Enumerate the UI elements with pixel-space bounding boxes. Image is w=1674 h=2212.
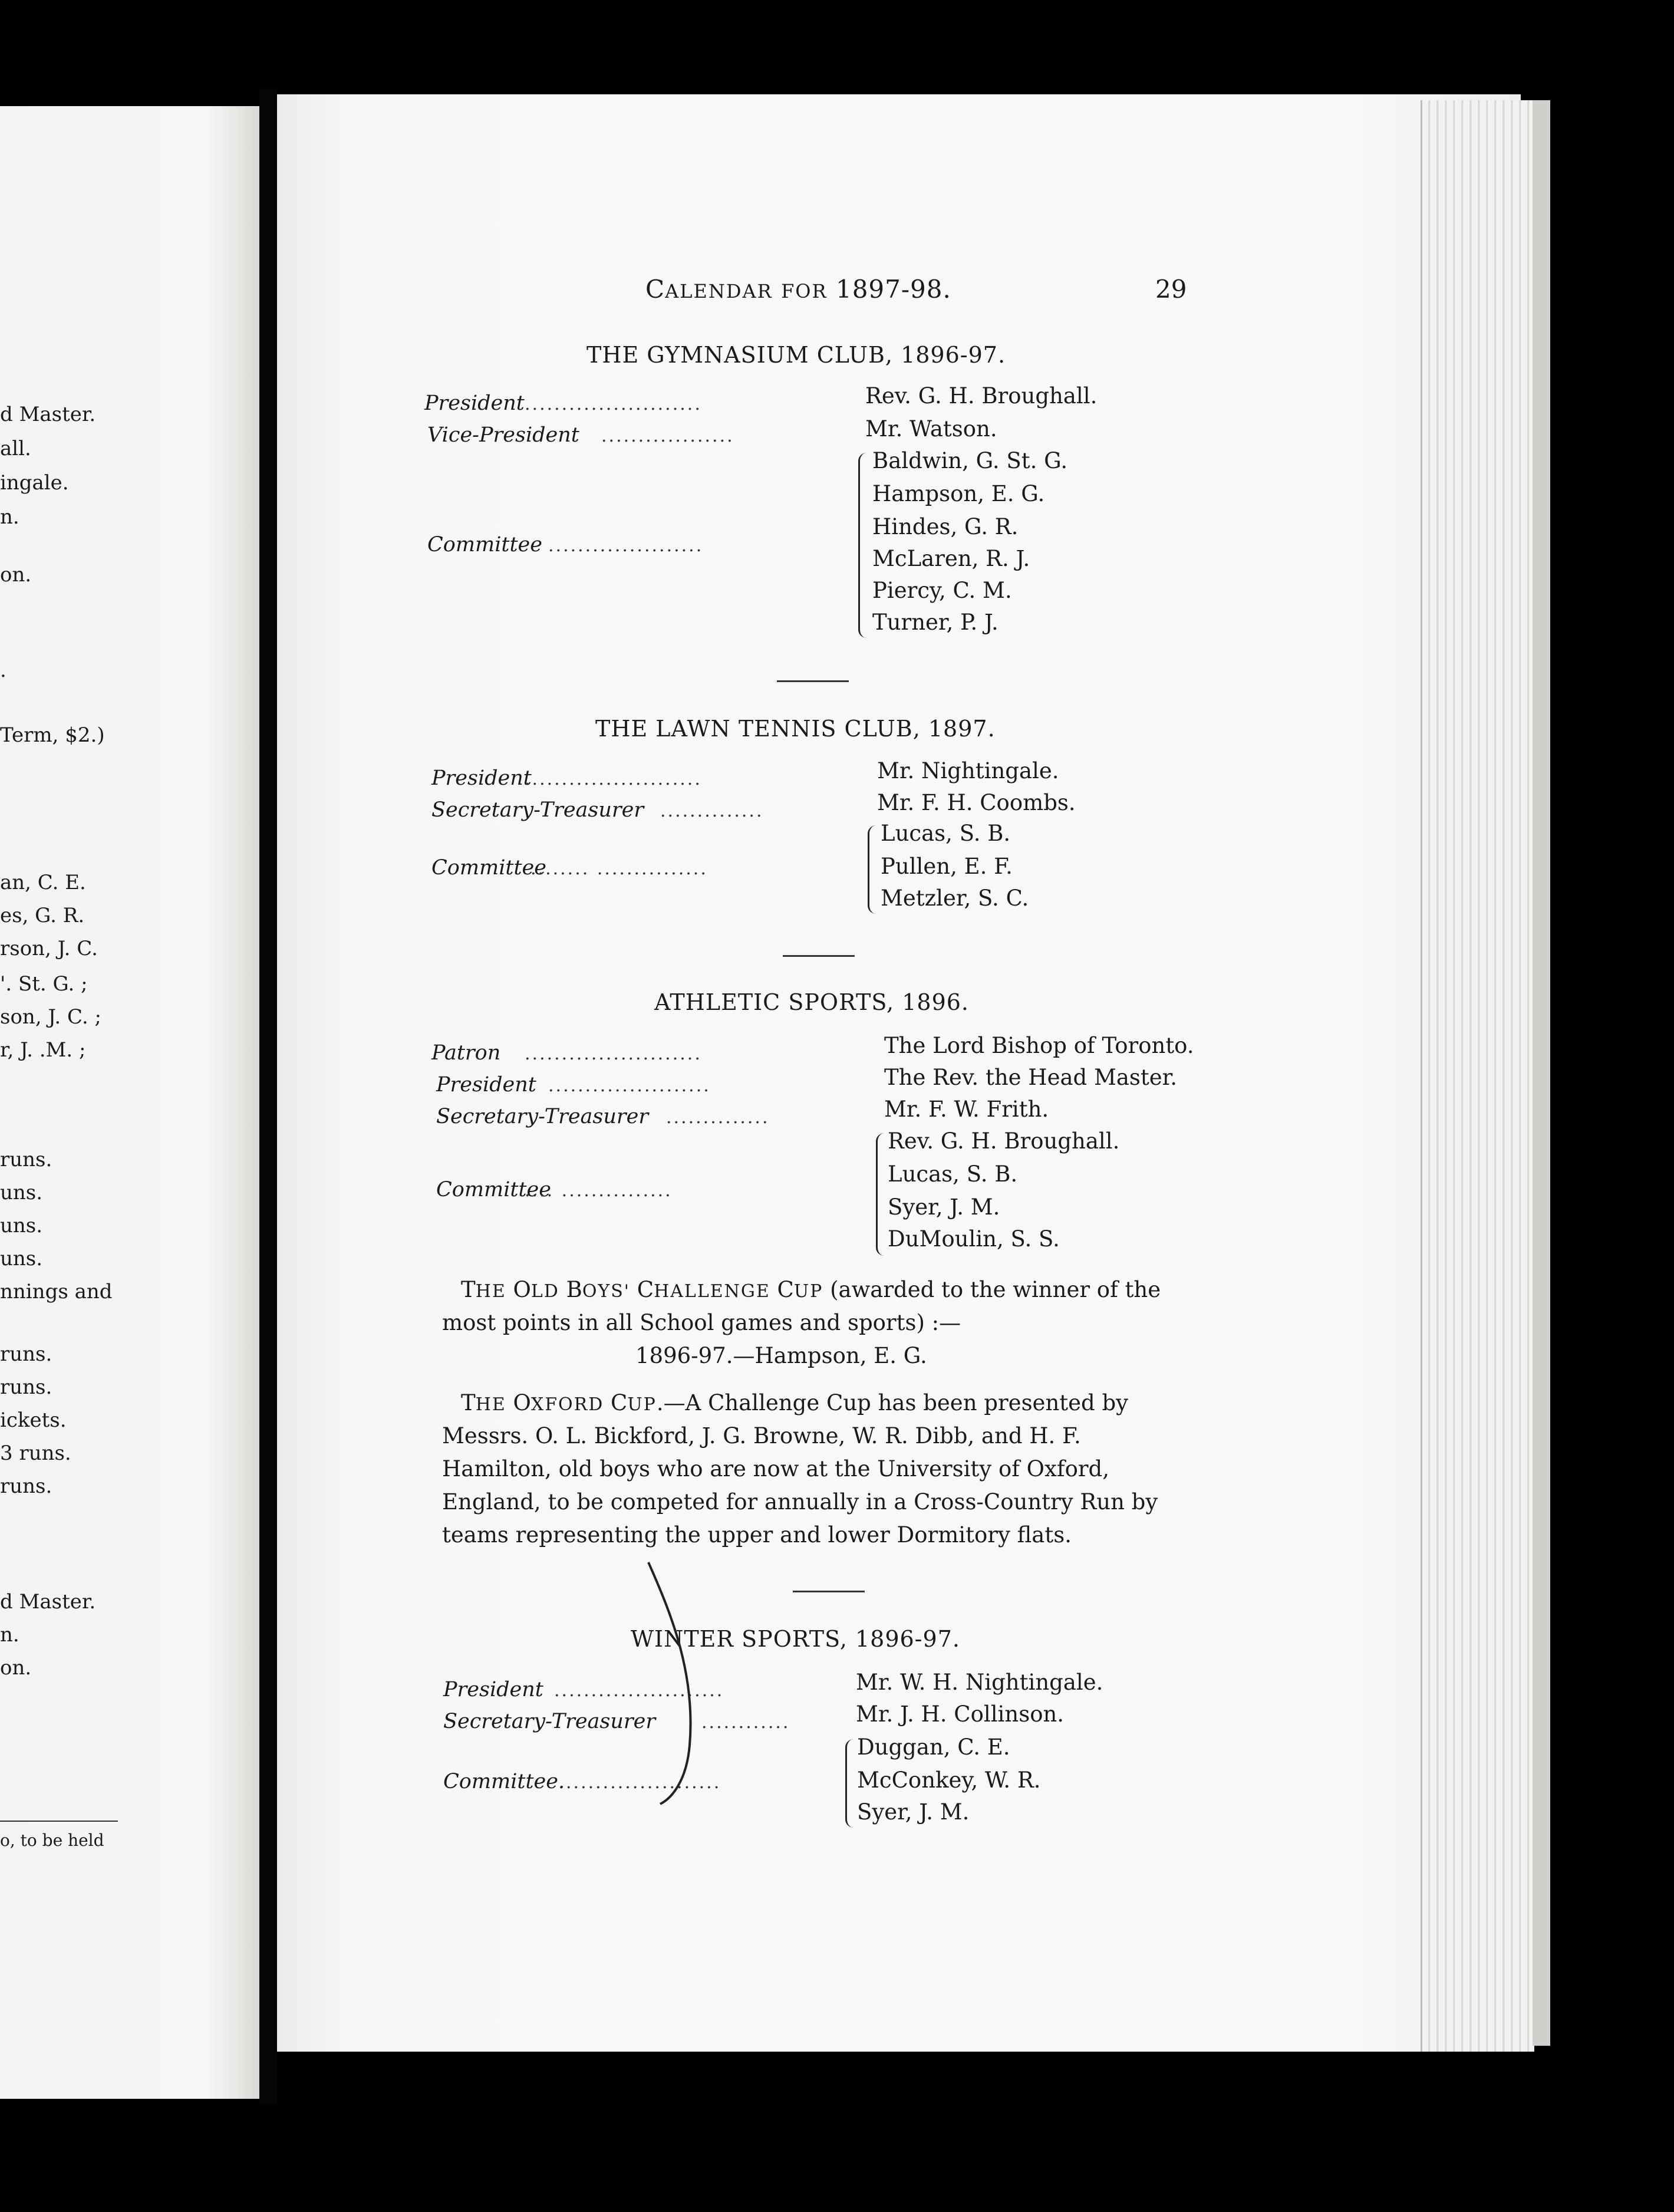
left-fragment: d Master.: [0, 403, 96, 426]
leader-dots: ............: [701, 1712, 790, 1733]
winter-secretary-label: Secretary-Treasurer: [443, 1710, 656, 1733]
leader-dots: .....................: [548, 535, 704, 556]
text-run: O: [513, 1390, 531, 1416]
winter-committee-label: Committee.: [443, 1770, 565, 1793]
text-run: B: [566, 1277, 582, 1302]
text-run: HE: [475, 1281, 506, 1302]
leader-dots: .......................: [554, 1680, 724, 1701]
athletic-secretary-label: Secretary-Treasurer: [436, 1105, 649, 1128]
leader-dots: .....................: [566, 1772, 721, 1793]
oxford-cup-line5: teams representing the upper and lower Dormitory flats.: [442, 1522, 1072, 1548]
page-number: 29: [1155, 275, 1187, 304]
tennis-committee-label: Committee: [431, 856, 546, 880]
left-fragment: nnings and: [0, 1280, 113, 1304]
text-run: UP: [793, 1281, 823, 1302]
header-cap: C: [645, 275, 665, 304]
left-fragment: on.: [0, 1656, 32, 1680]
header-sc: ALENDAR: [665, 280, 773, 302]
athletic-committee-label: Committee: [436, 1178, 551, 1202]
left-fragment: .: [0, 659, 6, 682]
book-page-edge: [1533, 100, 1550, 2046]
leader-dots: ........................: [525, 394, 702, 414]
book-spine-gap: [259, 88, 277, 2105]
athletic-committee-member: Rev. G. H. Broughall.: [888, 1128, 1120, 1154]
gym-committee-member: Piercy, C. M.: [872, 578, 1012, 603]
athletic-secretary-value: Mr. F. W. Frith.: [884, 1097, 1049, 1122]
leader-dots: .... ...............: [525, 1180, 673, 1201]
left-fragment: r, J. .M. ;: [0, 1038, 86, 1062]
text-run: HE: [475, 1394, 506, 1415]
left-fragment: rson, J. C.: [0, 937, 98, 960]
oxford-cup-line4: England, to be competed for annually in a Cross-Country Run by: [442, 1489, 1158, 1515]
winter-secretary-value: Mr. J. H. Collinson.: [856, 1701, 1065, 1727]
left-fragment: '. St. G. ;: [0, 972, 88, 996]
header-year: 1897-98.: [835, 275, 951, 304]
committee-brace: [845, 1739, 858, 1828]
left-fragment: ickets.: [0, 1408, 67, 1432]
left-fragment: es, G. R.: [0, 904, 85, 927]
left-fragment: runs.: [0, 1375, 52, 1399]
gym-committee-member: Hampson, E. G.: [872, 481, 1045, 506]
leader-dots: ..............: [660, 801, 764, 821]
gym-committee-member: McLaren, R. J.: [872, 546, 1030, 571]
committee-brace: [876, 1133, 888, 1256]
left-fragment: an, C. E.: [0, 871, 86, 894]
left-fragment: n.: [0, 505, 19, 529]
athletic-president-label: President: [436, 1073, 536, 1097]
winter-committee-member: Syer, J. M.: [857, 1799, 970, 1825]
athletic-heading: ATHLETIC SPORTS, 1896.: [654, 989, 969, 1015]
left-fragment: runs.: [0, 1148, 52, 1171]
old-boys-cup-line1: [461, 1277, 1161, 1302]
left-page: [0, 106, 259, 2099]
athletic-committee-member: Syer, J. M.: [888, 1194, 1000, 1220]
section-rule: [783, 955, 855, 957]
tennis-secretary-label: Secretary-Treasurer: [431, 798, 644, 822]
athletic-patron-label: Patron: [431, 1041, 501, 1065]
text-run: LD: [530, 1281, 559, 1302]
left-fragment: on.: [0, 563, 32, 587]
left-fragment: n.: [0, 1623, 19, 1647]
left-fragment: uns.: [0, 1247, 43, 1270]
text-run: (awarded to the winner of the: [830, 1277, 1161, 1302]
gym-committee-member: Hindes, G. R.: [872, 514, 1019, 539]
tennis-secretary-value: Mr. F. H. Coombs.: [877, 790, 1076, 815]
oxford-cup-line3: Hamilton, old boys who are now at the University of Oxford,: [442, 1456, 1109, 1482]
header-for: FOR: [781, 280, 828, 302]
gym-president-label: President: [424, 391, 525, 415]
footnote-rule: [0, 1821, 118, 1822]
left-fragment: 3 runs.: [0, 1441, 71, 1465]
left-fragment: all.: [0, 437, 31, 460]
text-run: C: [611, 1390, 628, 1416]
gym-vice-value: Mr. Watson.: [865, 416, 997, 442]
gym-president-value: Rev. G. H. Broughall.: [865, 383, 1098, 409]
pencil-mark: [637, 1556, 731, 1810]
tennis-committee-member: Pullen, E. F.: [881, 854, 1013, 879]
text-run: C: [777, 1277, 794, 1302]
section-rule: [777, 680, 849, 682]
tennis-heading: THE LAWN TENNIS CLUB, 1897.: [595, 716, 996, 742]
text-run: T: [461, 1390, 476, 1416]
text-run: T: [461, 1277, 476, 1302]
text-run: XFORD: [530, 1394, 604, 1415]
athletic-patron-value: The Lord Bishop of Toronto.: [884, 1033, 1194, 1058]
tennis-president-label: President: [431, 766, 532, 790]
book-page-edges: [1421, 100, 1534, 2052]
leader-dots: ..............: [666, 1107, 770, 1128]
left-fragment: ingale.: [0, 471, 69, 495]
left-footnote: o, to be held: [0, 1831, 104, 1850]
left-fragment: d Master.: [0, 1590, 96, 1614]
gym-committee-member: Baldwin, G. St. G.: [872, 448, 1068, 473]
text-run: HALLENGE: [654, 1281, 770, 1302]
right-page: [277, 94, 1521, 2052]
running-header: [645, 275, 951, 304]
tennis-committee-member: Lucas, S. B.: [881, 821, 1011, 846]
leader-dots: ........................: [525, 1044, 702, 1064]
winter-president-value: Mr. W. H. Nightingale.: [856, 1670, 1103, 1695]
gym-committee-member: Turner, P. J.: [872, 610, 999, 635]
text-run: UP: [627, 1394, 657, 1415]
gymnasium-heading: THE GYMNASIUM CLUB, 1896-97.: [586, 342, 1006, 368]
oxford-cup-line1: [461, 1390, 1128, 1416]
text-run: .—A Challenge Cup has been presented by: [656, 1390, 1129, 1416]
left-fragment: Term, $2.): [0, 723, 105, 747]
text-run: OYS': [582, 1281, 631, 1302]
left-fragment: uns.: [0, 1181, 43, 1204]
athletic-committee-member: Lucas, S. B.: [888, 1161, 1018, 1187]
text-run: O: [513, 1277, 531, 1302]
old-boys-cup-winner: 1896-97.—Hampson, E. G.: [635, 1343, 927, 1368]
winter-heading: WINTER SPORTS, 1896-97.: [631, 1626, 960, 1652]
leader-dots: ......................: [548, 1075, 711, 1096]
left-fragment: runs.: [0, 1342, 52, 1366]
leader-dots: ........................: [525, 769, 702, 789]
gym-vice-label: Vice-President: [427, 423, 579, 447]
tennis-committee-member: Metzler, S. C.: [881, 886, 1029, 911]
old-boys-cup-line2: most points in all School games and sports) :—: [442, 1310, 961, 1335]
tennis-president-value: Mr. Nightingale.: [877, 758, 1059, 784]
committee-brace: [858, 453, 871, 638]
section-rule: [793, 1591, 865, 1592]
left-fragment: uns.: [0, 1214, 43, 1237]
athletic-committee-member: DuMoulin, S. S.: [888, 1226, 1060, 1252]
athletic-president-value: The Rev. the Head Master.: [884, 1065, 1178, 1090]
oxford-cup-line2: Messrs. O. L. Bickford, J. G. Browne, W. R. Dibb, and H. F.: [442, 1423, 1081, 1449]
winter-committee-member: McConkey, W. R.: [857, 1767, 1041, 1793]
leader-dots: ..................: [601, 426, 734, 446]
left-fragment: son, J. C. ;: [0, 1005, 101, 1029]
leader-dots: ........ ...............: [530, 858, 708, 879]
gym-committee-label: Committee: [427, 533, 542, 557]
committee-brace: [868, 825, 880, 914]
text-run: C: [637, 1277, 654, 1302]
winter-president-label: President: [443, 1678, 543, 1701]
winter-committee-member: Duggan, C. E.: [857, 1734, 1010, 1760]
left-fragment: runs.: [0, 1474, 52, 1498]
